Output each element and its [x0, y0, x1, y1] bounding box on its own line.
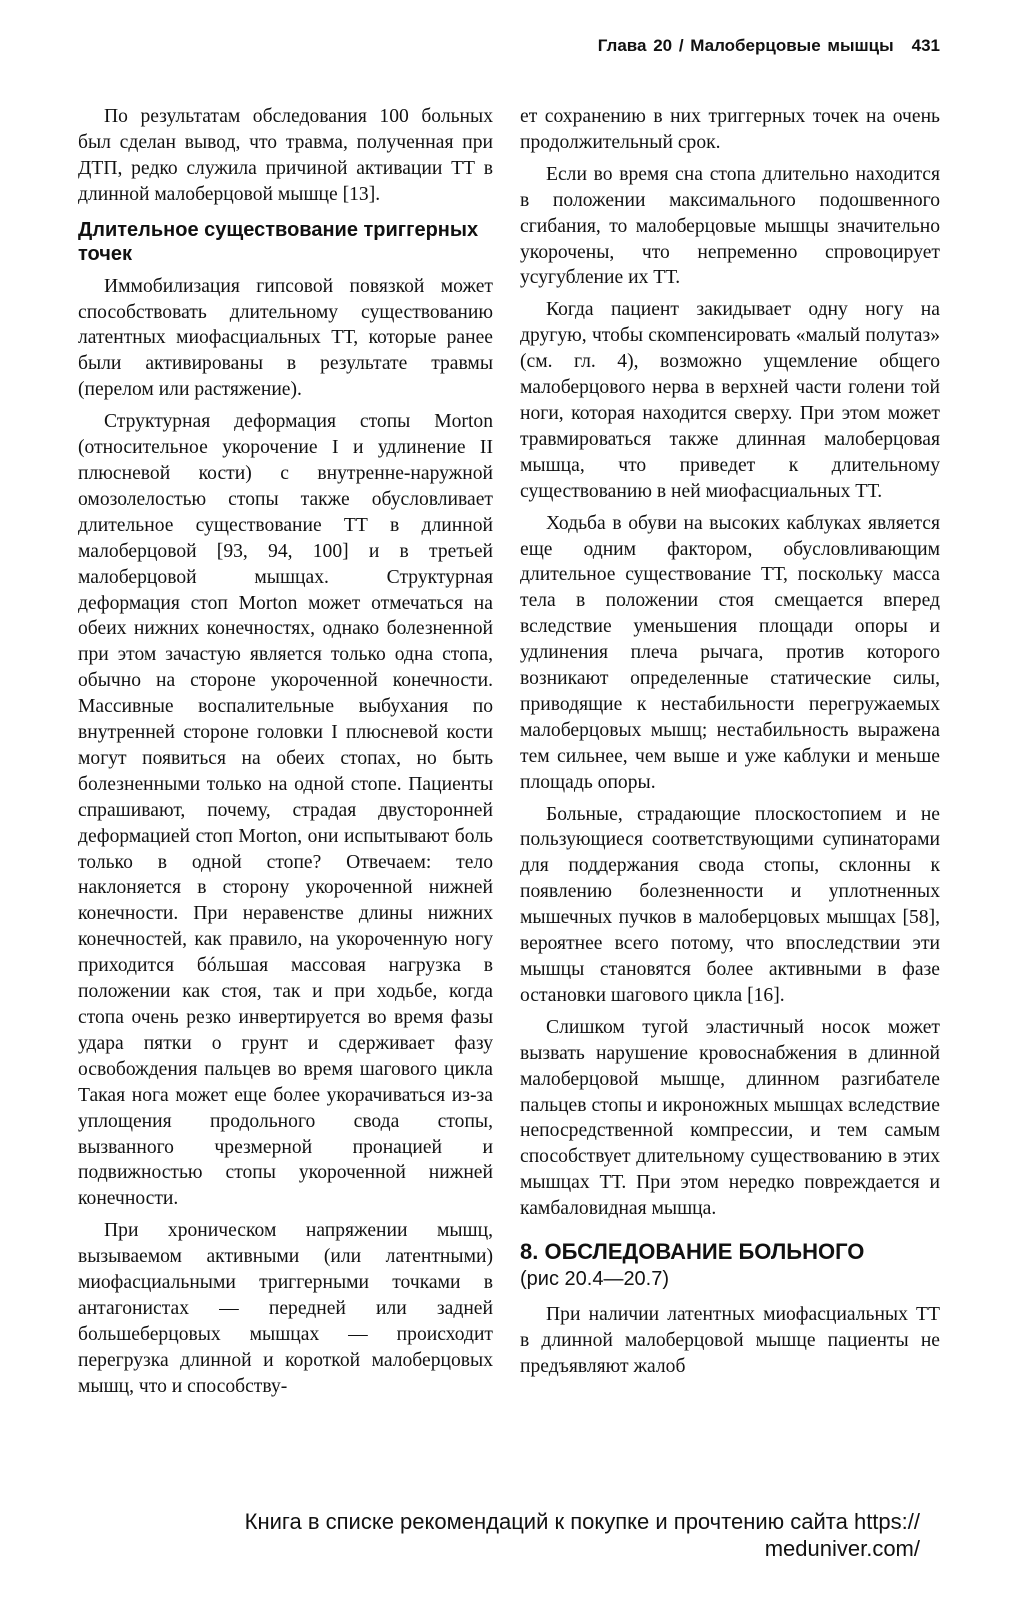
left-column: [78, 104, 493, 1406]
paragraph: Больные, страдающие плоскостопием и не пользующиеся соответствующими супинаторами для поддержания свода стопы, склонны к появлению болезненности и уплотненных мышечных пучков в малоберцовых мышцах [58], вероятнее всего потому, что впоследствии эти мышцы становятся более активными в фазе остановки шагового цикла [16].: [520, 803, 940, 1006]
paragraph: Слишком тугой эластичный носок может вызвать нарушение кровоснабжения в длинной малоберцовой мышце, длинном разгибателе пальцев стопы и икроножных мышцах вследствие непосредственной компрессии, и тем самым способствует длительному существованию в этих мышцах ТТ. При этом нередко повреждается и камбаловидная мышца.: [520, 1016, 940, 1220]
paragraph: При наличии латентных миофасциальных ТТ в длинной малоберцовой мышце пациенты не предъявляют жалоб: [520, 1304, 940, 1377]
paragraph: Если во время сна стопа длительно находится в положении максимального подошвенного сгибания, то малоберцовые мышцы значительно укорочены, что непременно спровоцирует усугубление их ТТ.: [520, 163, 940, 289]
paragraph: Иммобилизация гипсовой повязкой может способствовать длительному существованию латентных миофасциальных ТТ, которые ранее были активированы в результате травмы (перелом или растяжение).: [78, 275, 493, 401]
section-subtitle: (рис 20.4—20.7): [520, 1268, 670, 1291]
paragraph: По результатам обследования 100 больных был сделан вывод, что травма, полученная при ДТП, редко служила причиной активации ТТ в длинной малоберцовой мышце [13].: [78, 106, 493, 205]
running-head: [520, 36, 940, 56]
paragraph: При хроническом напряжении мышц, вызываемом активными (или латентными) миофасциальными триггерными точками в антагонистах — передней или задней большеберцовых мышцах — происходит перегрузка длинной и короткой малоберцовых мышц, что и способству-: [78, 1220, 493, 1397]
paragraph: Ходьба в обуви на высоких каблуках является еще одним фактором, обусловливающим длительное существование ТТ, поскольку масса тела в положении стоя смещается вперед вследствие уменьшения площади опоры и удлинения плеча рычага, против которого возникают определенные статические силы, приводящие к нестабильности перегружаемых малоберцовых мышц; нестабильность выражена тем сильнее, чем выше и уже каблуки и меньше площадь опоры.: [520, 512, 940, 793]
paragraph: Структурная деформация стопы Morton (относительное укорочение I и удлинение II плюсневой кости) с внутреннe-наружной омозолелостью стопы также обусловливает длительное существование ТТ в длинной малоберцовой [93, 94, 100] и в третьей малоберцовой мышцах. Структурная деформация стоп Morton может отмечаться на обеих нижних конечностях, однако болезненной при этом зачастую является только одна стопа, обычно на стороне укороченной конечности. Массивные воспалительные выбухания по внутренней стороне головки I плюсневой кости могут появиться на обеих стопах, но быть болезненными только на одной стопе. Пациенты спрашивают, почему, страдая двусторонней деформацией стоп Morton, они испытывают боль только в одной стопе? Отвечаем: тело наклоняется в сторону укороченной нижней конечности. При неравенстве длины нижних конечностей, как правило, на укороченную ногу приходится бóльшая массовая нагрузка в положении как стоя, так и при ходьбе, когда стопа очень резко инвертируется во время фазы удара пятки о грунт и сдерживает фазу освобождения пальцев во время шагового цикла Такая нога может еще более укорачиваться из-за уплощения продольного свода стопы, вызванного чрезмерной пронацией и подвижностью стопы укороченной нижней конечности.: [78, 411, 493, 1210]
chapter-title: Глава 20 / Малоберцовые мышцы: [597, 36, 894, 55]
paragraph: ет сохранению в них триггерных точек на очень продолжительный срок.: [520, 106, 940, 153]
paragraph: Когда пациент закидывает одну ногу на другую, чтобы скомпенсировать «малый полутаз» (см. гл. 4), возможно ущемление общего малоберцового нерва в верхней части голени той ноги, которая находится сверху. При этом может травмироваться также длинная малоберцовая мышца, что приведет к длительному существованию в ней миофасциальных ТТ.: [520, 299, 940, 502]
subheading: Длительное существование триггерных точек: [78, 218, 479, 265]
footer-note: Книга в списке рекомендаций к покупке и прочтению сайта https:// meduniver.com/: [244, 1509, 920, 1561]
section-title: 8. ОБСЛЕДОВАНИЕ БОЛЬНОГО: [520, 1239, 865, 1265]
page-number: 431: [911, 36, 940, 55]
right-column: [520, 104, 940, 1386]
